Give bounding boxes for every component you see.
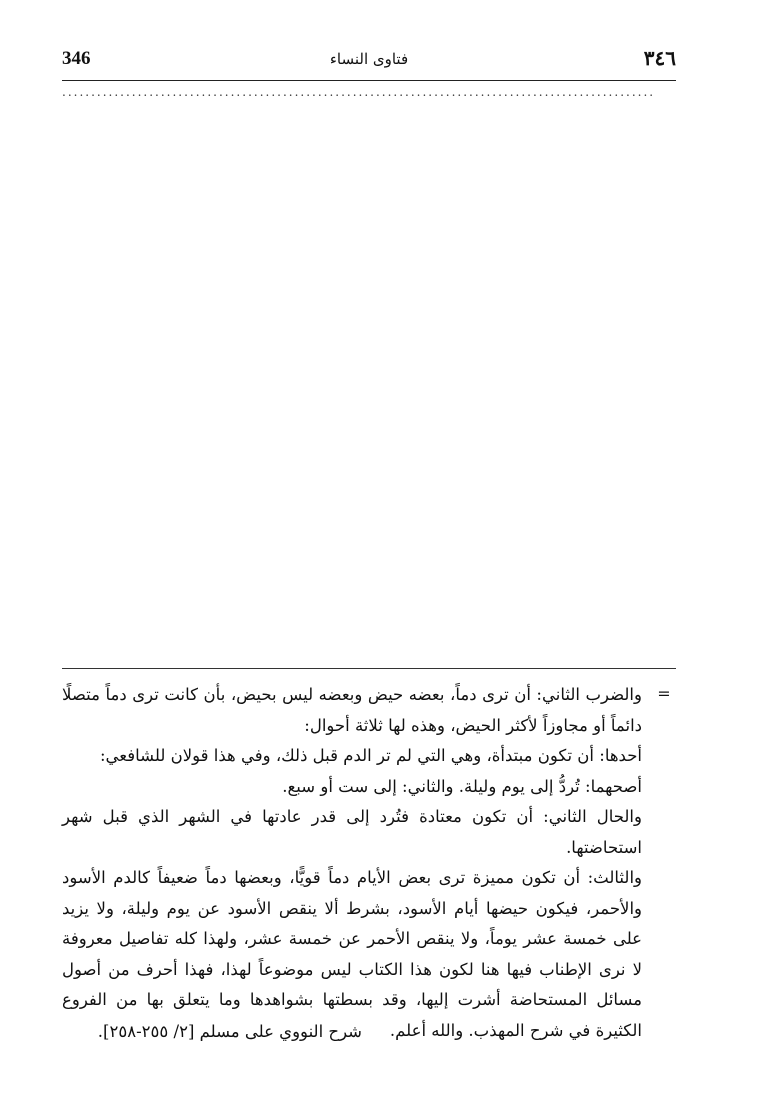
dotted-separator: ...................................................................................................... (62, 86, 656, 98)
footnote-paragraph: والضرب الثاني: أن ترى دماً، بعضه حيض وبعضه ليس بحيض، بأن كانت ترى دماً متصلًا دائماً أو مجاوزاً لأكثر الحيض، وهذه لها ثلاثة أحوال: (62, 685, 642, 735)
page-number-arabic: ٣٤٦ (643, 46, 676, 70)
running-title: فتاوى النساء (329, 50, 409, 68)
page-number-latin: 346 (62, 48, 91, 69)
footnote-paragraph: والثالث: أن تكون مميزة ترى بعض الأيام دماً قويًّا، وبعضها دماً ضعيفاً كالدم الأسود والأحمر، فيكون حيضها أيام الأسود، بشرط ألا ينقص الأسود عن يوم وليلة، ولا يزيد على خمسة عشر يوماً، ولا ينقص الأحمر عن خمسة عشر، ولهذا كله تفاصيل معروفة لا نرى الإطناب فيها هنا لكون هذا الكتاب ليس موضوعاً لهذا، فهذا أحرف من أصول مسائل المستحاضة أشرت إليها، وقد بسطتها بشواهدها وما يتعلق بها من الفروع الكثيرة في شرح المهذب. والله أعلم. (62, 868, 642, 1040)
footnote-rule (62, 668, 676, 669)
footnote-paragraph: والحال الثاني: أن تكون معتادة فتُرد إلى قدر عادتها في الشهر الذي قبل شهر استحاضتها. (62, 807, 642, 857)
continuation-mark: = (657, 684, 671, 703)
footnote-block (62, 680, 642, 1046)
footnote-paragraph: أصحهما: تُردُّ إلى يوم وليلة. والثاني: إلى ست أو سبع. (282, 776, 642, 796)
header-rule (62, 80, 676, 81)
footnote-paragraph: أحدها: أن تكون مبتدأة، وهي التي لم تر الدم قبل ذلك، وفي هذا قولان للشافعي: (99, 746, 642, 765)
source-citation: شرح النووي على مسلم [٢/ ٢٥٥-٢٥٨]. (97, 1022, 362, 1041)
page-header (62, 44, 676, 80)
